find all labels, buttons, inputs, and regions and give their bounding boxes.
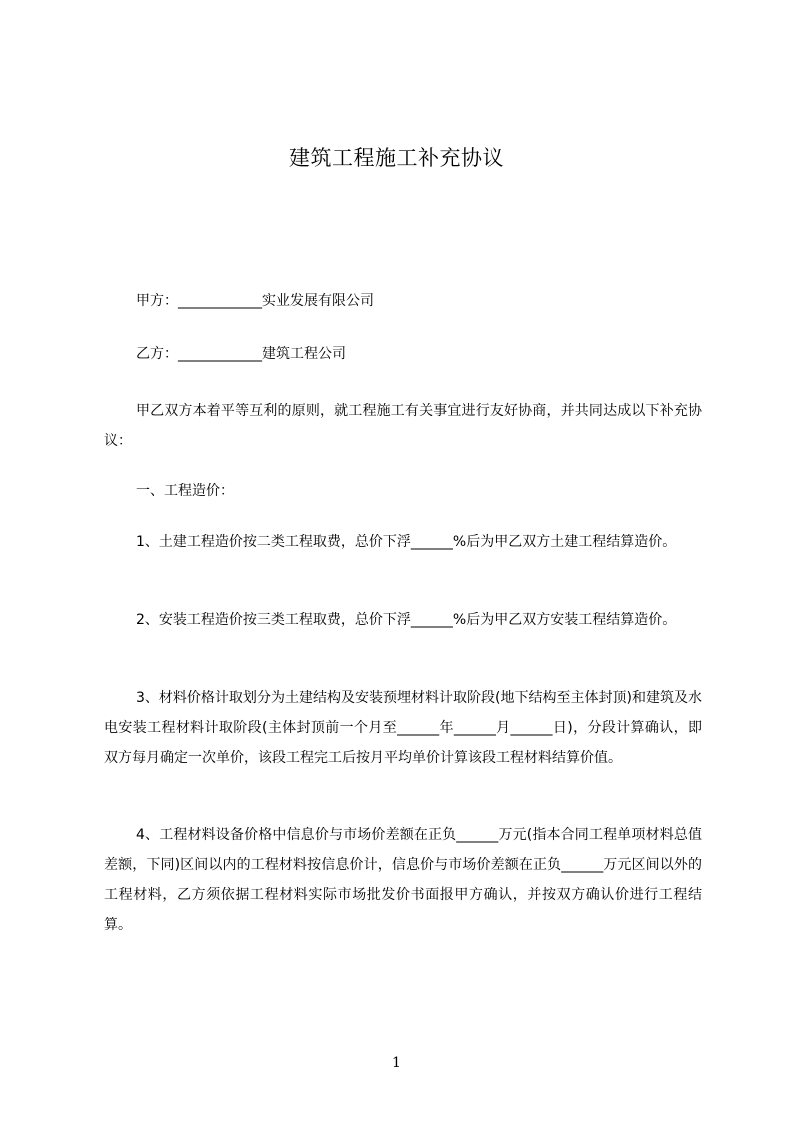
clause-4: 4、工程材料设备价格中信息价与市场价差额在正负______万元(指本合同工程单项材料总值差额，下同)区间以内的工程材料按信息价计，信息价与市场价差额在正负______万元区间以外的工程材料，乙方须依据工程材料实际市场批发价书面报甲方确认，并按双方确认价进行工程结算。 [104, 827, 702, 933]
document-title: 建筑工程施工补充协议 [289, 146, 504, 170]
page-number: 1 [392, 1055, 401, 1071]
clause-1: 1、土建工程造价按二类工程取费，总价下浮______%后为甲乙双方土建工程结算造价。 [136, 534, 677, 550]
party-a-line: 甲方：____________实业发展有限公司 [136, 293, 374, 309]
clause-2: 2、安装工程造价按三类工程取费，总价下浮______%后为甲乙双方安装工程结算造价。 [136, 612, 677, 628]
clause-3: 3、材料价格计取划分为土建结构及安装预埋材料计取阶段(地下结构至主体封顶)和建筑及水电安装工程材料计取阶段(主体封顶前一个月至______年______月______日)，分段计算确认，即双方每月确定一次单价，该段工程完工后按月平均单价计算该段工程材料结算价值。 [104, 690, 702, 766]
party-b-line: 乙方：____________建筑工程公司 [136, 346, 346, 362]
section-heading: 一、工程造价： [136, 483, 234, 499]
intro-paragraph: 甲乙双方本着平等互利的原则，就工程施工有关事宜进行友好协商，并共同达成以下补充协议： [104, 403, 702, 449]
